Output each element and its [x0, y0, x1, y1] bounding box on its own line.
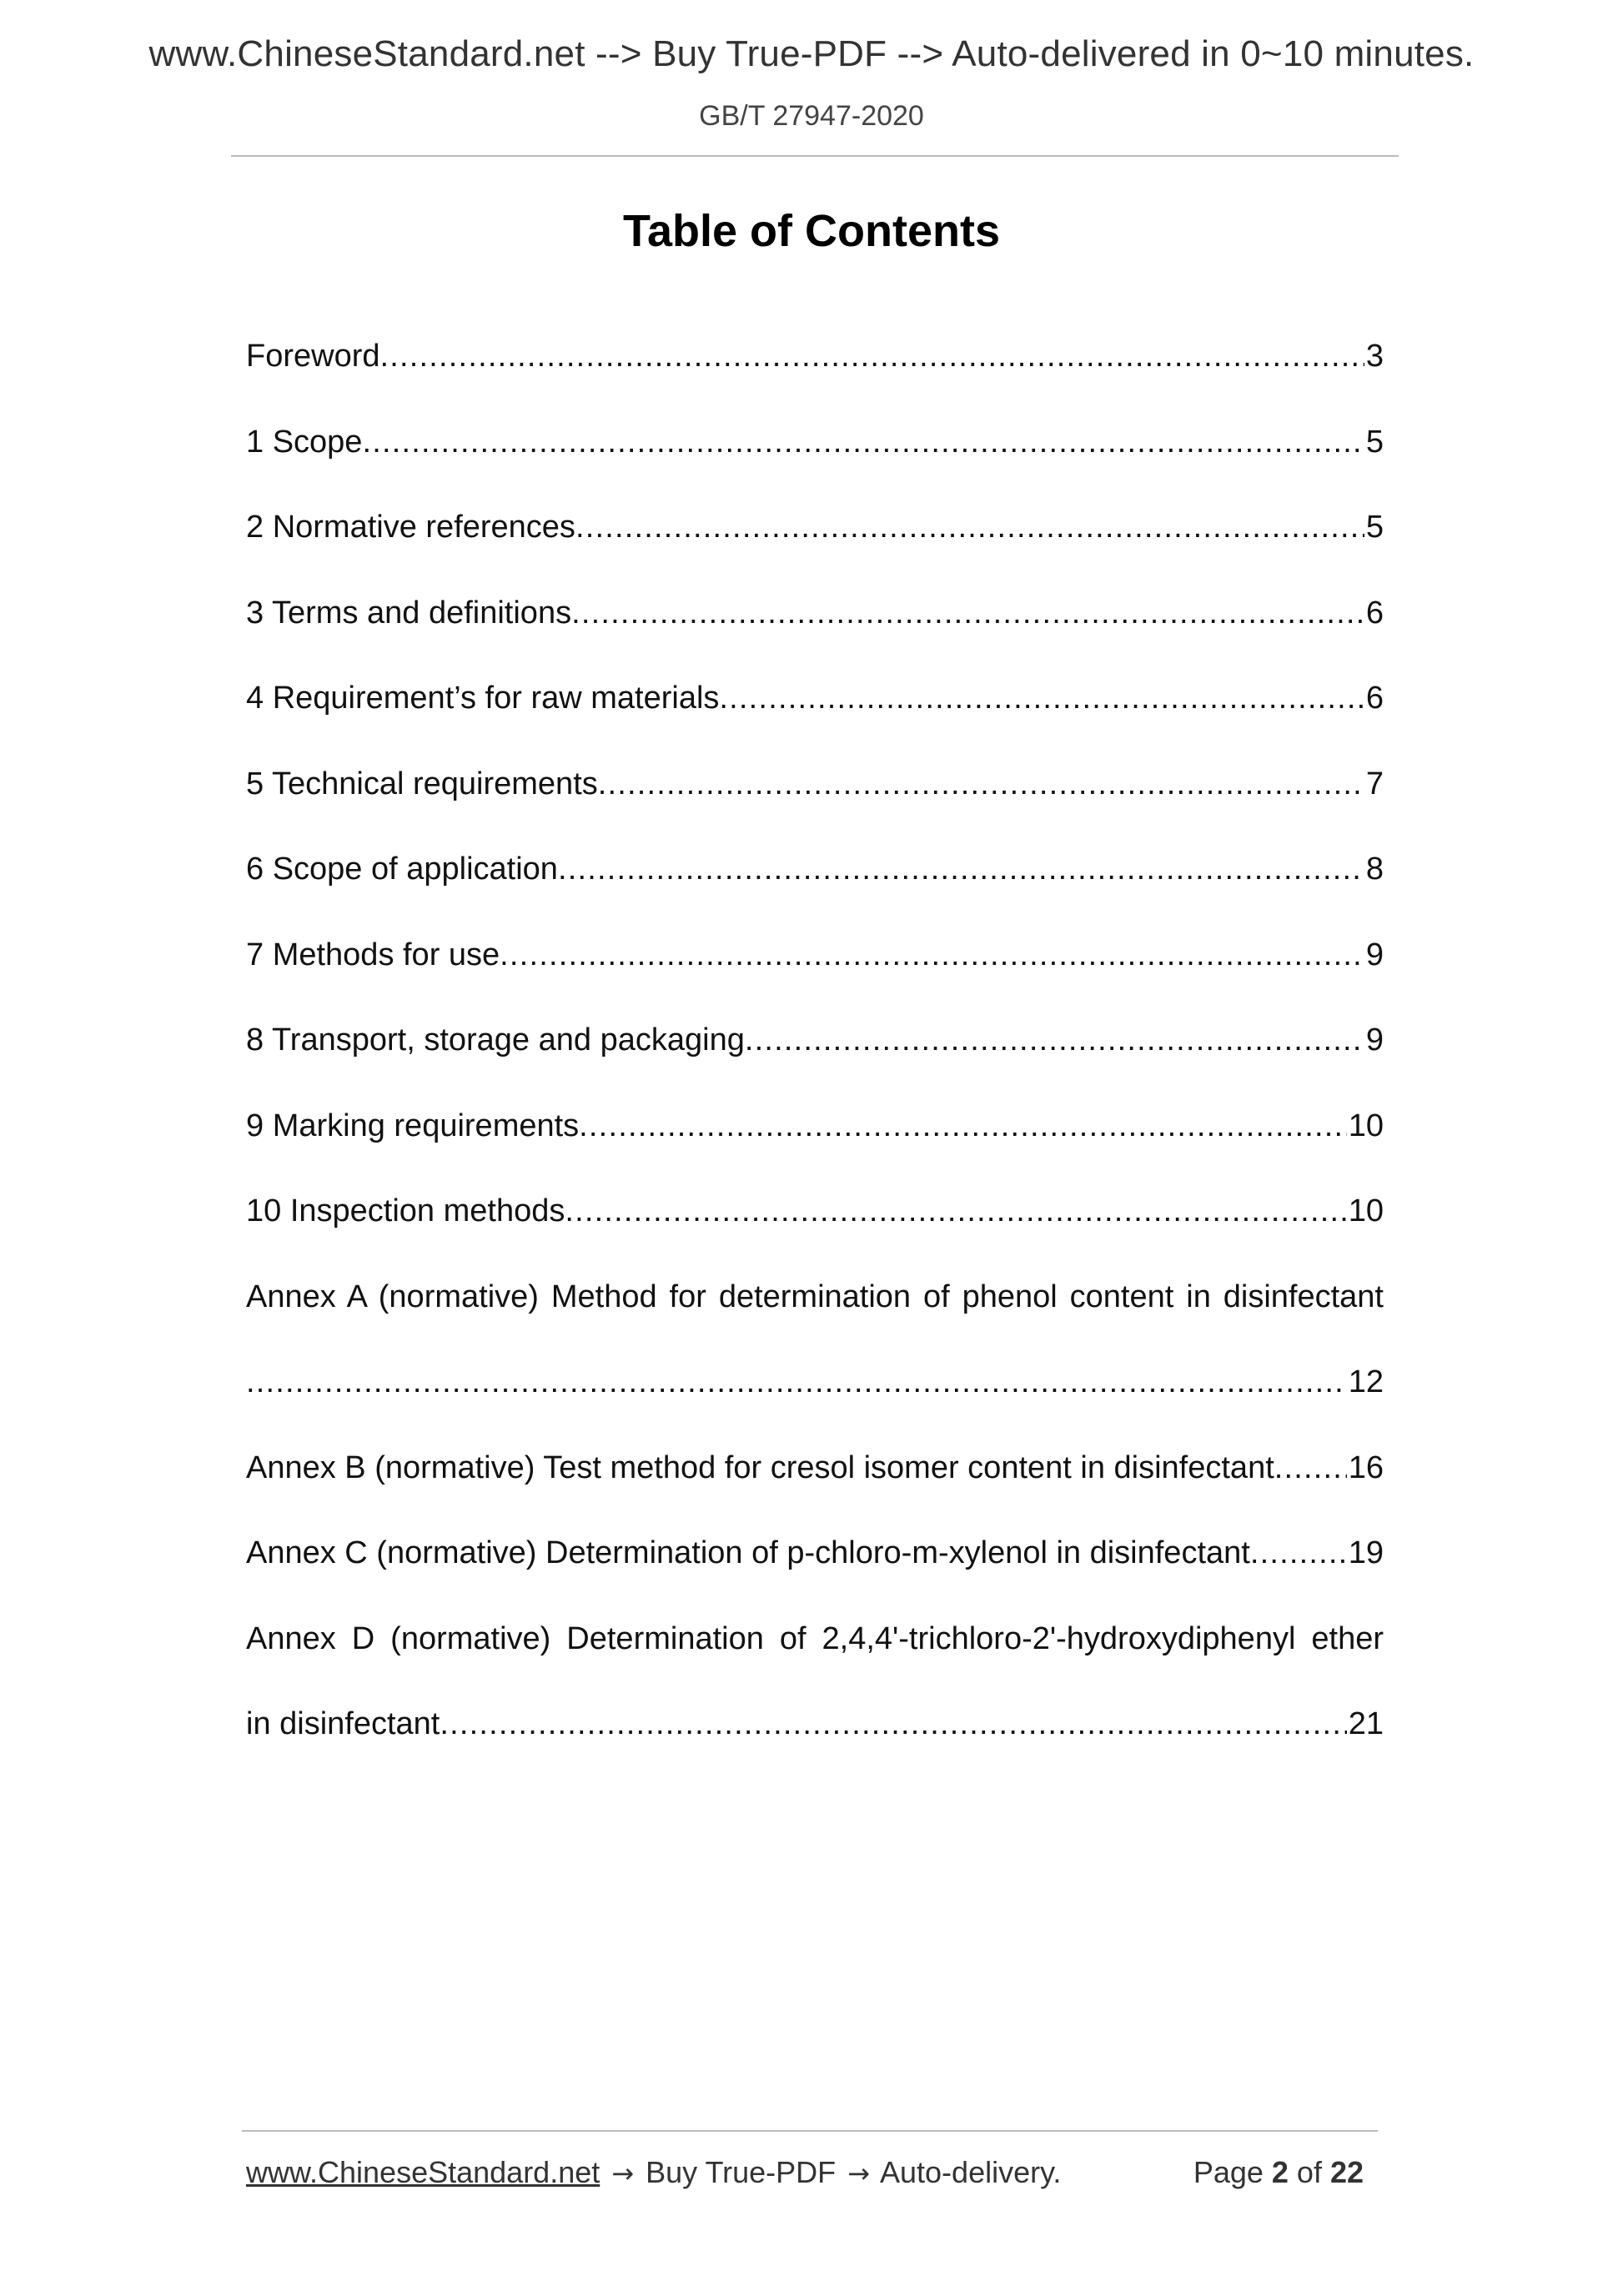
page-footer — [246, 2155, 1372, 2190]
toc-entry-label: 1 Scope — [246, 424, 363, 460]
toc-entry-page: 5 — [1365, 510, 1384, 545]
toc-leader-dots — [380, 339, 1364, 374]
toc-entry-page: 5 — [1365, 424, 1384, 460]
toc-entry-label: Annex D (normative) Determination of 2,4,4'-trichloro-2'-hydroxydiphenyl ether — [246, 1620, 1384, 1656]
toc-entry-label: 2 Normative references — [246, 510, 575, 545]
toc-leader-dots — [558, 852, 1364, 887]
current-page-number: 2 — [1271, 2155, 1289, 2189]
toc-entry-scope-of-application[interactable] — [246, 852, 1384, 937]
toc-entry-terms-definitions[interactable] — [246, 595, 1384, 681]
toc-entry-page: 10 — [1348, 1108, 1384, 1143]
toc-leader-dots — [579, 1108, 1347, 1144]
toc-entry-scope[interactable] — [246, 425, 1384, 510]
toc-entry-foreword[interactable] — [246, 339, 1384, 425]
header-divider — [231, 155, 1399, 157]
toc-leader-dots — [598, 766, 1364, 802]
table-of-contents — [246, 339, 1384, 1792]
toc-entry-annex-c[interactable] — [246, 1535, 1384, 1621]
toc-entry-page: 3 — [1365, 339, 1384, 374]
page-indicator — [1193, 2155, 1372, 2190]
toc-entry-raw-materials[interactable] — [246, 681, 1384, 766]
auto-delivery-text: Auto-delivery. — [880, 2155, 1062, 2189]
page-word: Page — [1193, 2155, 1264, 2189]
toc-entry-label: Annex B (normative) Test method for cresol isomer content in disinfectant — [246, 1449, 1274, 1485]
toc-entry-label: 9 Marking requirements — [246, 1108, 580, 1143]
toc-entry-label-continued: in disinfectant — [246, 1706, 440, 1741]
toc-entry-transport-storage[interactable] — [246, 1022, 1384, 1108]
toc-entry-page: 7 — [1365, 766, 1384, 801]
toc-entry-page: 9 — [1365, 1022, 1384, 1058]
toc-entry-page: 9 — [1365, 937, 1384, 972]
toc-entry-page: 6 — [1365, 681, 1384, 716]
toc-entry-inspection-methods[interactable] — [246, 1193, 1384, 1279]
total-page-count: 22 — [1329, 2155, 1364, 2189]
toc-entry-marking-requirements[interactable] — [246, 1108, 1384, 1194]
toc-entry-annex-a-title[interactable] — [246, 1279, 1384, 1365]
toc-entry-annex-b[interactable] — [246, 1450, 1384, 1536]
toc-entry-label: Annex C (normative) Determination of p-chloro-m-xylenol in disinfectant — [246, 1535, 1250, 1570]
toc-leader-dots — [719, 681, 1364, 716]
site-banner: www.ChineseStandard.net --> Buy True-PDF --> Auto-delivered in 0~10 minutes. — [148, 33, 1475, 74]
toc-leader-dots — [500, 937, 1364, 973]
toc-entry-normative-references[interactable] — [246, 510, 1384, 595]
of-word: of — [1296, 2155, 1322, 2189]
page-title: Table of Contents — [623, 206, 1000, 256]
arrow-right-icon: → — [847, 2158, 870, 2189]
footer-left — [246, 2155, 1061, 2190]
toc-entry-annex-a-page-line[interactable] — [246, 1364, 1384, 1450]
toc-entry-annex-d-title[interactable] — [246, 1621, 1384, 1707]
toc-entry-page: 16 — [1348, 1449, 1384, 1485]
arrow-right-icon: → — [611, 2158, 635, 2189]
toc-entry-page: 12 — [1348, 1364, 1384, 1399]
footer-divider — [242, 2130, 1378, 2132]
toc-entry-page: 21 — [1348, 1706, 1384, 1741]
toc-entry-label: 3 Terms and definitions — [246, 595, 572, 631]
toc-entry-label: 4 Requirement’s for raw materials — [246, 681, 720, 716]
toc-leader-dots — [575, 510, 1364, 545]
toc-leader-dots — [1250, 1535, 1347, 1571]
toc-entry-annex-d-page-line[interactable] — [246, 1706, 1384, 1792]
standard-code: GB/T 27947-2020 — [699, 100, 924, 132]
toc-leader-dots — [440, 1706, 1346, 1742]
toc-leader-dots — [246, 1364, 1347, 1400]
toc-entry-technical-requirements[interactable] — [246, 766, 1384, 852]
toc-entry-label: 7 Methods for use — [246, 937, 500, 972]
site-link[interactable]: www.ChineseStandard.net — [246, 2155, 600, 2189]
toc-entry-label: Foreword — [246, 339, 380, 374]
toc-leader-dots — [565, 1193, 1346, 1229]
toc-entry-label: 10 Inspection methods — [246, 1193, 565, 1228]
toc-entry-page: 10 — [1348, 1193, 1384, 1228]
toc-entry-label: 6 Scope of application — [246, 852, 558, 887]
toc-entry-page: 19 — [1348, 1535, 1384, 1570]
toc-entry-page: 6 — [1365, 595, 1384, 631]
toc-leader-dots — [1274, 1450, 1347, 1486]
toc-entry-label: 8 Transport, storage and packaging — [246, 1022, 745, 1058]
buy-true-pdf-text: Buy True-PDF — [646, 2155, 837, 2189]
toc-entry-methods-for-use[interactable] — [246, 937, 1384, 1023]
toc-entry-label: 5 Technical requirements — [246, 766, 598, 801]
toc-leader-dots — [362, 425, 1364, 460]
toc-leader-dots — [745, 1022, 1364, 1058]
toc-entry-page: 8 — [1365, 852, 1384, 887]
toc-leader-dots — [571, 595, 1364, 631]
toc-entry-label: Annex A (normative) Method for determination of phenol content in disinfectant — [246, 1279, 1384, 1314]
